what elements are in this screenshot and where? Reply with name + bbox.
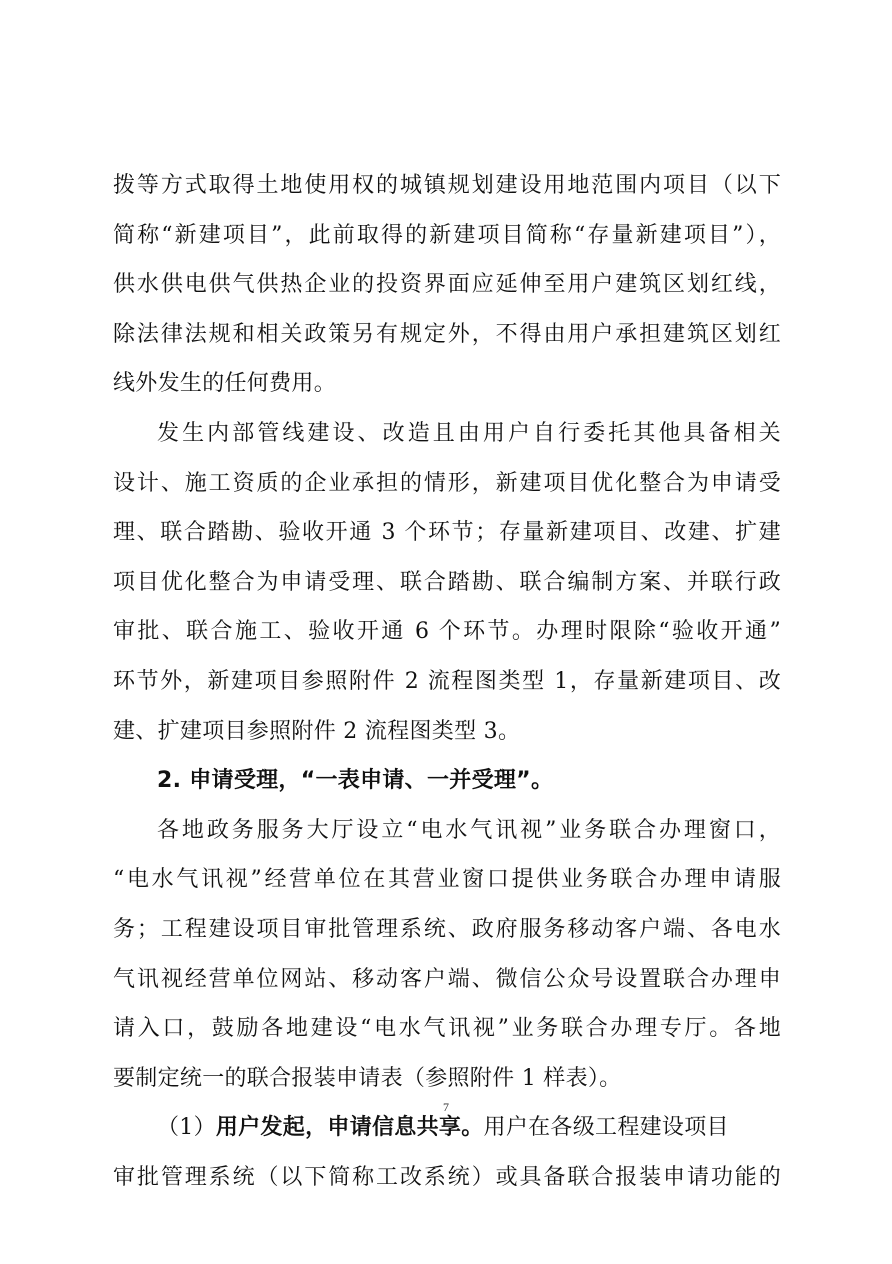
text-line: 简称“新建项目”，此前取得的新建项目简称“存量新建项目”）， bbox=[113, 222, 781, 248]
text-line: 环节外，新建项目参照附件 2 流程图类型 1，存量新建项目、改 bbox=[113, 668, 781, 694]
section-heading-text: 2. 申请受理，“一表申请、一并受理”。 bbox=[157, 768, 554, 794]
text-line: 设计、施工资质的企业承担的情形，新建项目优化整合为申请受 bbox=[113, 470, 781, 496]
page-number: 7 bbox=[443, 1100, 449, 1114]
text-line: 除法律法规和相关政策另有规定外，不得由用户承担建筑区划红 bbox=[113, 321, 781, 347]
text-line: 审批、联合施工、验收开通 6 个环节。办理时限除“验收开通” bbox=[113, 619, 781, 645]
text-line: 要制定统一的联合报装申请表（参照附件 1 样表）。 bbox=[113, 1065, 622, 1091]
subsection-text: 用户在各级工程建设项目 bbox=[483, 1115, 729, 1141]
text-line: 发生内部管线建设、改造且由用户自行委托其他具备相关 bbox=[157, 420, 781, 446]
text-line: 务；工程建设项目审批管理系统、政府服务移动客户端、各电水 bbox=[113, 916, 781, 942]
text-line: 项目优化整合为申请受理、联合踏勘、联合编制方案、并联行政 bbox=[113, 569, 781, 595]
text-line: 气讯视经营单位网站、移动客户端、微信公众号设置联合办理申 bbox=[113, 966, 781, 992]
section-heading bbox=[113, 756, 781, 806]
text-line: 审批管理系统（以下简称工改系统）或具备联合报装申请功能的 bbox=[113, 1164, 781, 1190]
text-line: 线外发生的任何费用。 bbox=[113, 371, 337, 397]
subsection-title: 用户发起，申请信息共享。 bbox=[215, 1115, 484, 1141]
text-line: 理、联合踏勘、验收开通 3 个环节；存量新建项目、改建、扩建 bbox=[113, 520, 781, 546]
text-line: “电水气讯视”经营单位在其营业窗口提供业务联合办理申请服 bbox=[113, 867, 781, 893]
subsection-number: （1） bbox=[157, 1115, 216, 1141]
text-line: 建、扩建项目参照附件 2 流程图类型 3。 bbox=[113, 718, 521, 744]
text-line: 各地政务服务大厅设立“电水气讯视”业务联合办理窗口， bbox=[157, 817, 781, 843]
text-line: 拨等方式取得土地使用权的城镇规划建设用地范围内项目（以下 bbox=[113, 173, 781, 198]
body-text bbox=[113, 161, 781, 1202]
text-line: 供水供电供气供热企业的投资界面应延伸至用户建筑区划红线， bbox=[113, 272, 781, 298]
text-line: 请入口，鼓励各地建设“电水气讯视”业务联合办理专厅。各地 bbox=[113, 1016, 781, 1042]
